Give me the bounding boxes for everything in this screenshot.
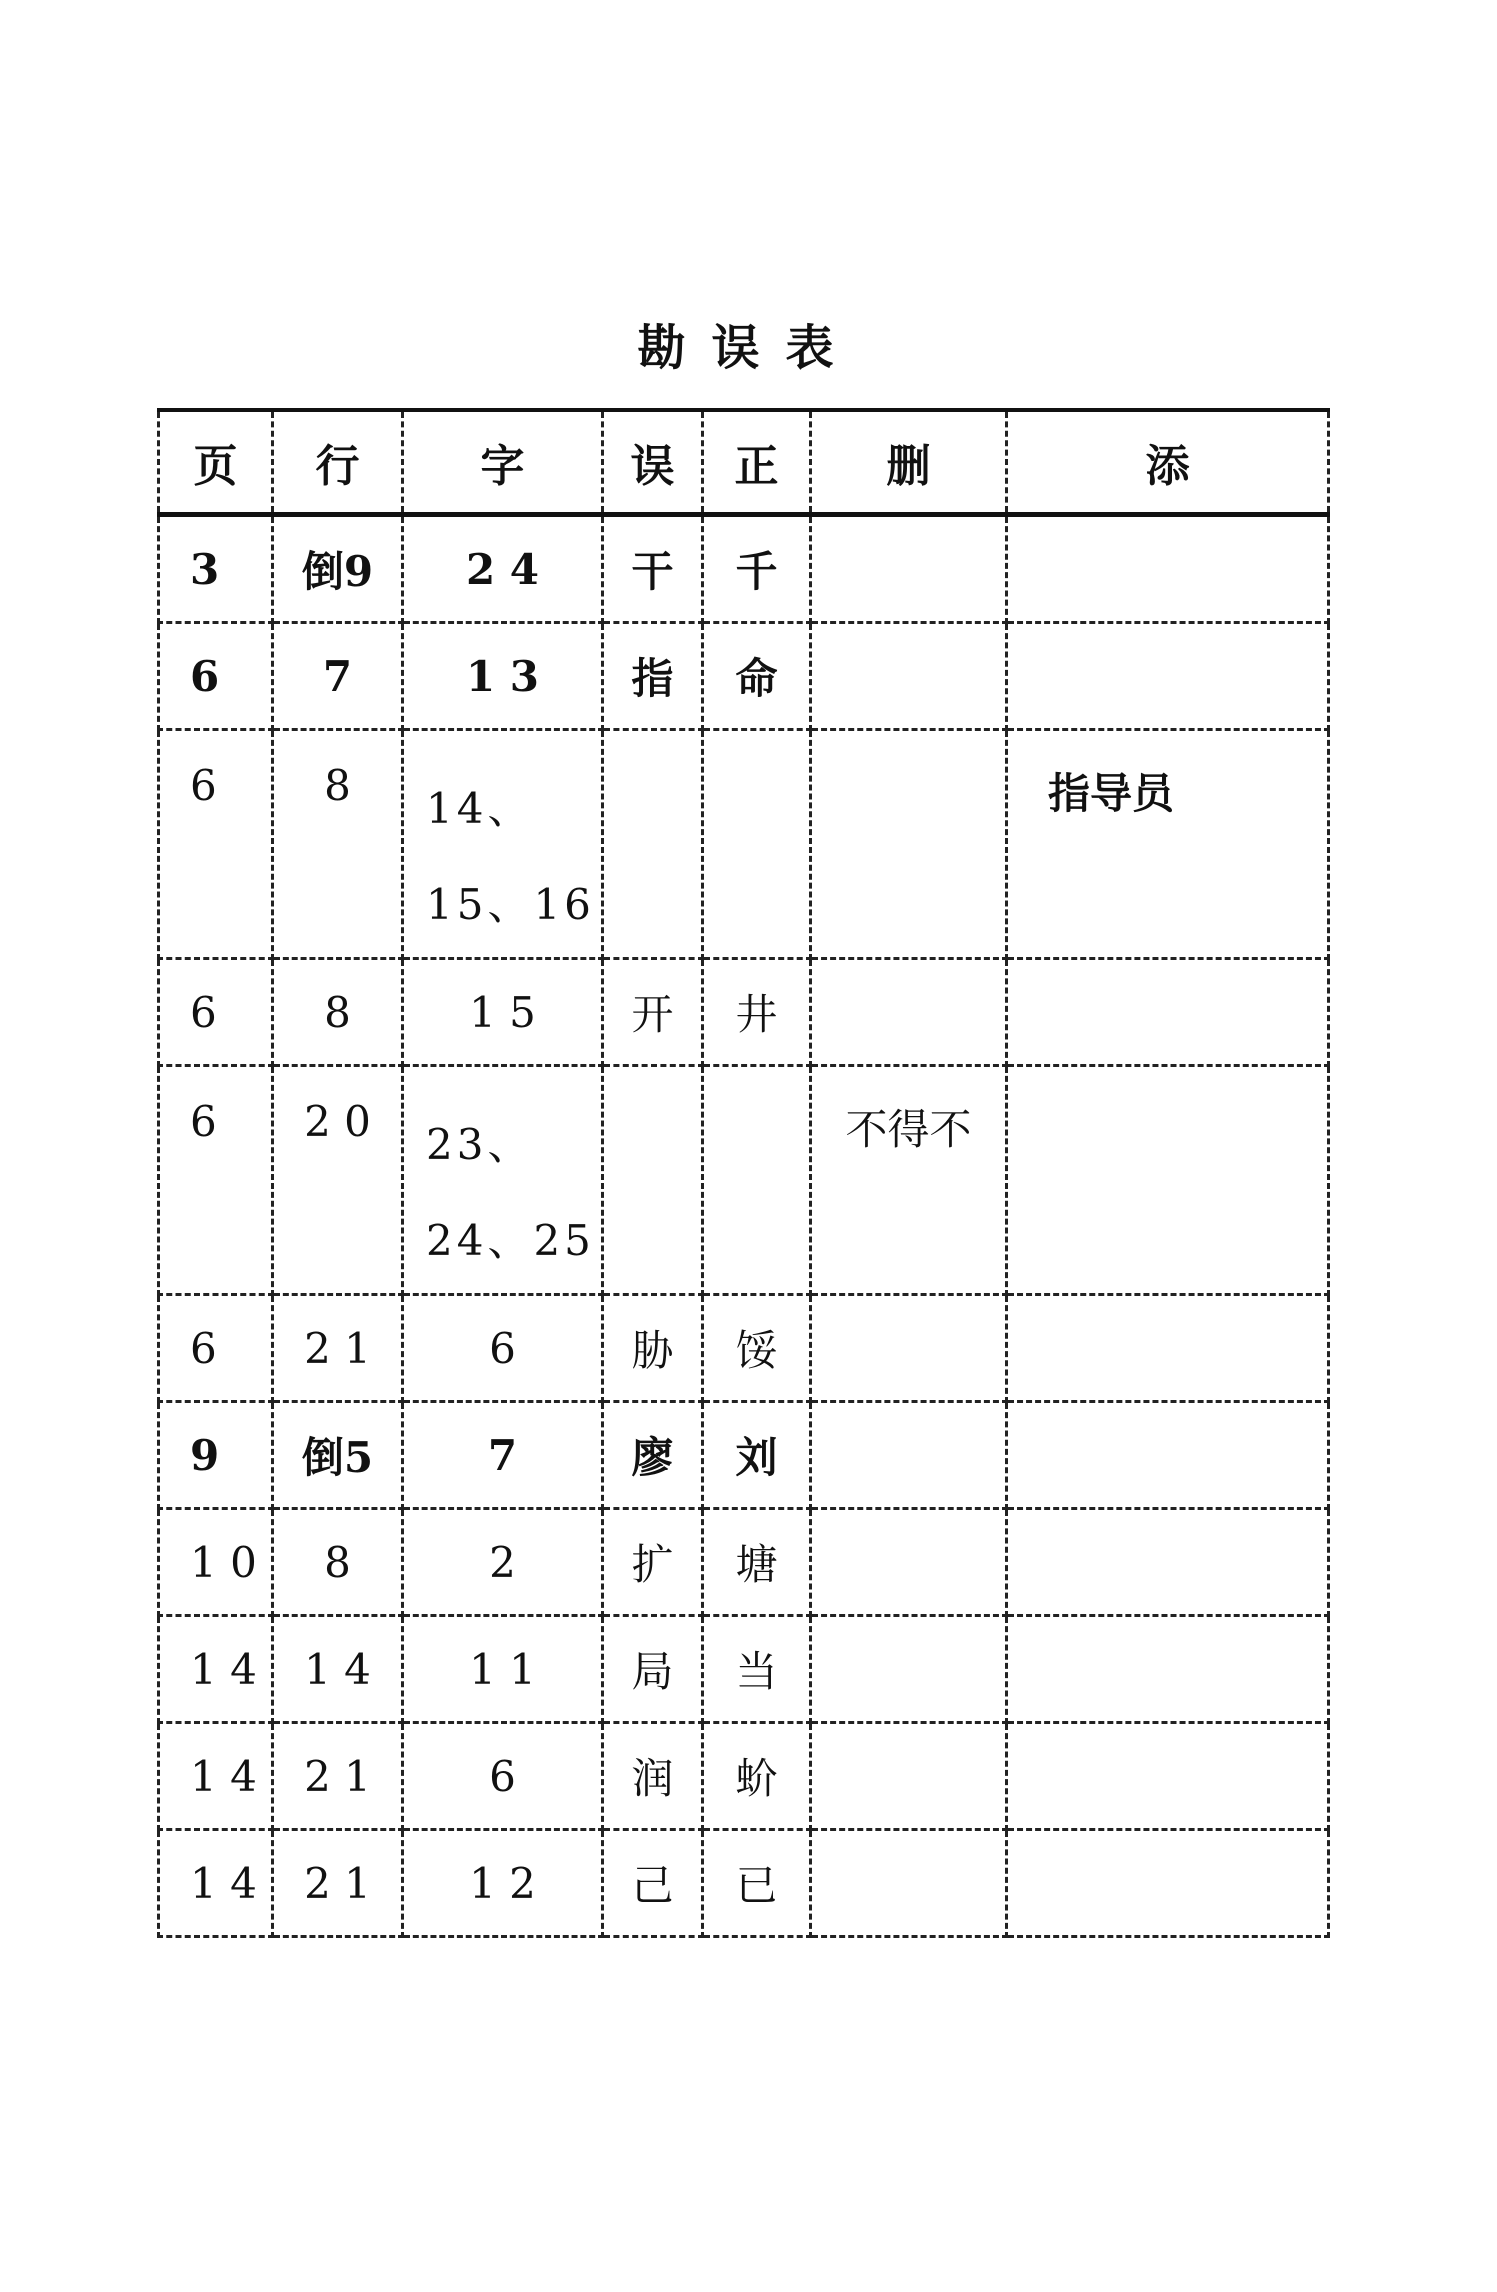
cell-wrong: [603, 1066, 703, 1295]
cell-page: 6: [159, 1066, 273, 1295]
cell-char: 6: [403, 1723, 603, 1830]
cell-wrong: 干: [603, 515, 703, 623]
header-row: [159, 410, 1329, 515]
cell-delete: [811, 1402, 1007, 1509]
header-delete: 删: [811, 410, 1007, 515]
cell-wrong: 润: [603, 1723, 703, 1830]
cell-right: [703, 730, 811, 959]
cell-right: 命: [703, 623, 811, 730]
table-row: [159, 1830, 1329, 1937]
cell-char: 2 4: [403, 515, 603, 623]
table-row: [159, 1509, 1329, 1616]
cell-page: 6: [159, 1295, 273, 1402]
page-title: 勘误表: [637, 320, 860, 376]
cell-right: 当: [703, 1616, 811, 1723]
cell-right: 井: [703, 959, 811, 1066]
cell-add: [1007, 1509, 1329, 1616]
table-row: [159, 1616, 1329, 1723]
cell-delete: [811, 515, 1007, 623]
table-row: [159, 1723, 1329, 1830]
cell-page: 6: [159, 730, 273, 959]
header-line: 行: [273, 410, 403, 515]
cell-delete: [811, 730, 1007, 959]
cell-char-text: 23、24、25: [426, 1120, 595, 1265]
cell-char: 1 1: [403, 1616, 603, 1723]
cell-wrong: 胁: [603, 1295, 703, 1402]
cell-page: 1 4: [159, 1830, 273, 1937]
cell-add: [1007, 1830, 1329, 1937]
cell-line: 1 4: [273, 1616, 403, 1723]
cell-wrong: 廖: [603, 1402, 703, 1509]
cell-line: 2 1: [273, 1723, 403, 1830]
cell-right: 蚧: [703, 1723, 811, 1830]
table-row: [159, 730, 1329, 959]
cell-add: [1007, 1723, 1329, 1830]
cell-page: 1 0: [159, 1509, 273, 1616]
header-add: 添: [1007, 410, 1329, 515]
table-row: [159, 1295, 1329, 1402]
cell-char: 1 3: [403, 623, 603, 730]
cell-delete: [811, 959, 1007, 1066]
cell-delete: [811, 1509, 1007, 1616]
cell-wrong: 开: [603, 959, 703, 1066]
header-page: 页: [159, 410, 273, 515]
cell-right: [703, 1066, 811, 1295]
cell-page: 1 4: [159, 1616, 273, 1723]
cell-delete: 不得不: [811, 1066, 1007, 1295]
cell-line: 2 0: [273, 1066, 403, 1295]
cell-add: 指导员: [1007, 730, 1329, 959]
cell-delete: [811, 1616, 1007, 1723]
cell-page: 9: [159, 1402, 273, 1509]
header-wrong: 误: [603, 410, 703, 515]
cell-wrong: [603, 730, 703, 959]
cell-add: [1007, 1295, 1329, 1402]
cell-delete: [811, 1723, 1007, 1830]
cell-add: [1007, 623, 1329, 730]
cell-char-text: 14、15、16: [426, 784, 595, 929]
cell-char: [403, 730, 603, 959]
cell-char: 6: [403, 1295, 603, 1402]
cell-page: 1 4: [159, 1723, 273, 1830]
cell-char: [403, 1066, 603, 1295]
cell-char: 1 5: [403, 959, 603, 1066]
cell-line: 倒5: [273, 1402, 403, 1509]
table-row: [159, 1402, 1329, 1509]
cell-line: 倒9: [273, 515, 403, 623]
cell-wrong: 指: [603, 623, 703, 730]
cell-add: [1007, 515, 1329, 623]
cell-line: 7: [273, 623, 403, 730]
cell-wrong: 扩: [603, 1509, 703, 1616]
cell-char: 1 2: [403, 1830, 603, 1937]
table-row: [159, 1066, 1329, 1295]
cell-add: [1007, 959, 1329, 1066]
cell-wrong: 局: [603, 1616, 703, 1723]
cell-char: 7: [403, 1402, 603, 1509]
errata-table: [157, 408, 1330, 1938]
cell-delete: [811, 1295, 1007, 1402]
cell-add: [1007, 1402, 1329, 1509]
cell-line: 8: [273, 730, 403, 959]
cell-page: 6: [159, 623, 273, 730]
cell-line: 8: [273, 1509, 403, 1616]
cell-add: [1007, 1066, 1329, 1295]
cell-line: 2 1: [273, 1295, 403, 1402]
cell-line: 2 1: [273, 1830, 403, 1937]
cell-char: 2: [403, 1509, 603, 1616]
cell-right: 刘: [703, 1402, 811, 1509]
cell-right: 已: [703, 1830, 811, 1937]
cell-right: 馁: [703, 1295, 811, 1402]
cell-page: 3: [159, 515, 273, 623]
cell-right: 千: [703, 515, 811, 623]
table-row: [159, 515, 1329, 623]
cell-delete: [811, 623, 1007, 730]
cell-add: [1007, 1616, 1329, 1723]
cell-delete: [811, 1830, 1007, 1937]
header-char: 字: [403, 410, 603, 515]
table-row: [159, 959, 1329, 1066]
cell-right: 塘: [703, 1509, 811, 1616]
cell-page: 6: [159, 959, 273, 1066]
cell-wrong: 己: [603, 1830, 703, 1937]
table-row: [159, 623, 1329, 730]
header-right: 正: [703, 410, 811, 515]
cell-line: 8: [273, 959, 403, 1066]
